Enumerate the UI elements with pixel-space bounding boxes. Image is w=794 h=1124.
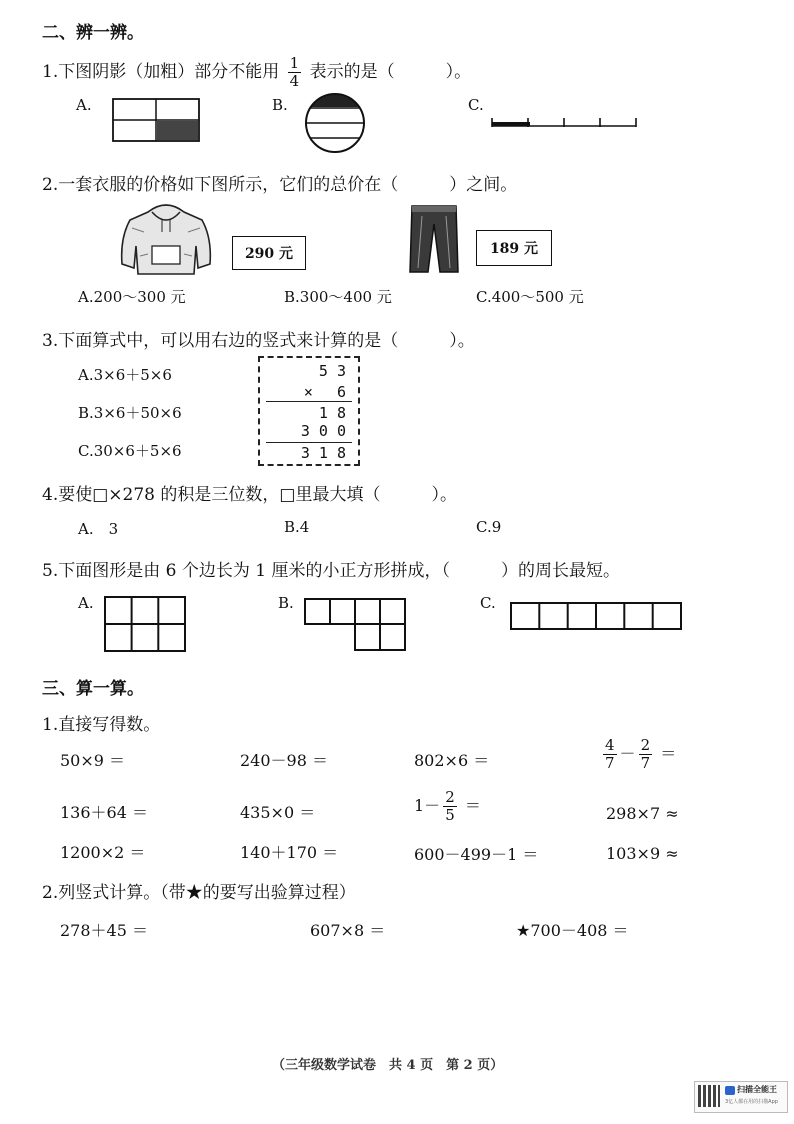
- calc-r1c3: 802×6 ＝: [414, 751, 490, 770]
- hoodie-icon: [118, 198, 214, 278]
- q5-option-a-figure: [104, 596, 186, 652]
- equals-sign: ＝: [464, 796, 481, 815]
- calc-r2c3-one-minus-fraction: [414, 790, 481, 823]
- calc-r1c4-fraction-subtraction: [600, 738, 676, 771]
- vertical-calc-2: 607×8 ＝: [310, 921, 386, 940]
- q5-option-b-label: B.: [278, 594, 294, 612]
- calc-r3c2: 140＋170 ＝: [240, 843, 339, 862]
- q3-option-b: B.3×6＋50×6: [78, 404, 182, 422]
- fraction-numerator: 2: [640, 736, 651, 754]
- minus-sign: －: [619, 744, 636, 763]
- one-minus: 1－: [414, 796, 441, 815]
- q1-option-b-label: B.: [272, 96, 288, 114]
- scanner-app-name: 扫描全能王: [737, 1085, 777, 1094]
- vertical-row-partial-1: 1 8: [318, 404, 346, 422]
- calc-r2c4: 298×7 ≈: [606, 804, 679, 823]
- q1-option-c-line-figure: [490, 112, 638, 130]
- fraction-numerator: 1: [289, 54, 300, 72]
- fraction-denominator: 7: [640, 754, 651, 772]
- vertical-calc-title: 2.列竖式计算。（带★的要写出验算过程）: [42, 883, 356, 903]
- q2-option-c: C.400～500 元: [476, 288, 584, 306]
- calc-r2c2: 435×0 ＝: [240, 803, 316, 822]
- pants-icon: [406, 202, 462, 276]
- q4-option-b: B.4: [284, 518, 310, 536]
- fraction-four-sevenths: [603, 738, 617, 771]
- q1-option-a-figure: [112, 98, 200, 142]
- scanner-logo-icon: [725, 1086, 735, 1095]
- fraction-two-sevenths: [639, 738, 653, 771]
- calc-r1c1: 50×9 ＝: [60, 751, 126, 770]
- calc-r3c3: 600－499－1 ＝: [414, 845, 539, 864]
- fraction-numerator: 4: [605, 736, 615, 754]
- fraction-denominator: 7: [605, 754, 615, 772]
- q3-option-a: A.3×6＋5×6: [78, 366, 172, 384]
- price-tag-hoodie: 290 元: [232, 236, 306, 270]
- calc-r3c4: 103×9 ≈: [606, 844, 679, 863]
- q2-option-a: A.200～300 元: [78, 288, 186, 306]
- equals-sign: ＝: [660, 744, 677, 763]
- calc-r3c1: 1200×2 ＝: [60, 843, 146, 862]
- qr-code-icon: [698, 1085, 720, 1107]
- question-1-text-before: 1.下图阴影（加粗）部分不能用: [42, 62, 280, 82]
- question-4-text: 4.要使□×278 的积是三位数，□里最大填（ ）。: [42, 485, 457, 505]
- vertical-calc-3-starred: ★700－408 ＝: [516, 921, 629, 940]
- fraction-denominator: 4: [289, 72, 300, 90]
- page-footer: （三年级数学试卷 共 4 页 第 2 页）: [272, 1058, 504, 1073]
- section-title-suanyisuan: 三、算一算。: [42, 679, 144, 699]
- q5-option-c-figure: [510, 602, 682, 630]
- vertical-rule-2: [266, 442, 352, 443]
- vertical-row-partial-2: 3 0 0: [300, 422, 346, 440]
- question-1: [42, 56, 471, 89]
- vertical-multiplication-box: [258, 356, 360, 466]
- fraction-two-fifths: [443, 790, 457, 823]
- direct-calc-title: 1.直接写得数。: [42, 715, 161, 735]
- question-1-text-after: 表示的是（ ）。: [309, 62, 472, 82]
- question-2-text: 2.一套衣服的价格如下图所示，它们的总价在（ ）之间。: [42, 175, 518, 195]
- scanner-app-tagline: 3亿人都在用的扫描App: [725, 1099, 778, 1105]
- question-3-text: 3.下面算式中，可以用右边的竖式来计算的是（ ）。: [42, 331, 475, 351]
- vertical-row-multiplicand: 5 3: [318, 362, 346, 380]
- vertical-calc-1: 278＋45 ＝: [60, 921, 148, 940]
- vertical-row-product: 3 1 8: [300, 444, 346, 462]
- q4-option-c: C.9: [476, 518, 502, 536]
- q1-option-b-circle-figure: [304, 92, 366, 154]
- vertical-row-multiplier: × 6: [303, 383, 346, 401]
- section-title-bianyibian: 二、辨一辨。: [42, 23, 144, 43]
- question-5-text: 5.下面图形是由 6 个边长为 1 厘米的小正方形拼成，（ ）的周长最短。: [42, 561, 620, 581]
- q2-option-b: B.300～400 元: [284, 288, 392, 306]
- q1-option-c-label: C.: [468, 96, 484, 114]
- calc-r2c1: 136＋64 ＝: [60, 803, 148, 822]
- fraction-numerator: 2: [445, 788, 455, 806]
- q5-option-a-label: A.: [78, 594, 94, 612]
- calc-r1c2: 240－98 ＝: [240, 751, 328, 770]
- fraction-one-quarter: [288, 56, 302, 89]
- q1-option-a-label: A.: [76, 96, 92, 114]
- q4-option-a: A. 3: [78, 520, 119, 538]
- price-tag-pants: 189 元: [476, 230, 552, 266]
- q5-option-c-label: C.: [480, 594, 496, 612]
- fraction-denominator: 5: [445, 806, 455, 824]
- q5-option-b-figure: [304, 598, 406, 652]
- q3-option-c: C.30×6＋5×6: [78, 442, 182, 460]
- vertical-rule-1: [266, 401, 352, 402]
- scanner-watermark-badge: [694, 1081, 788, 1113]
